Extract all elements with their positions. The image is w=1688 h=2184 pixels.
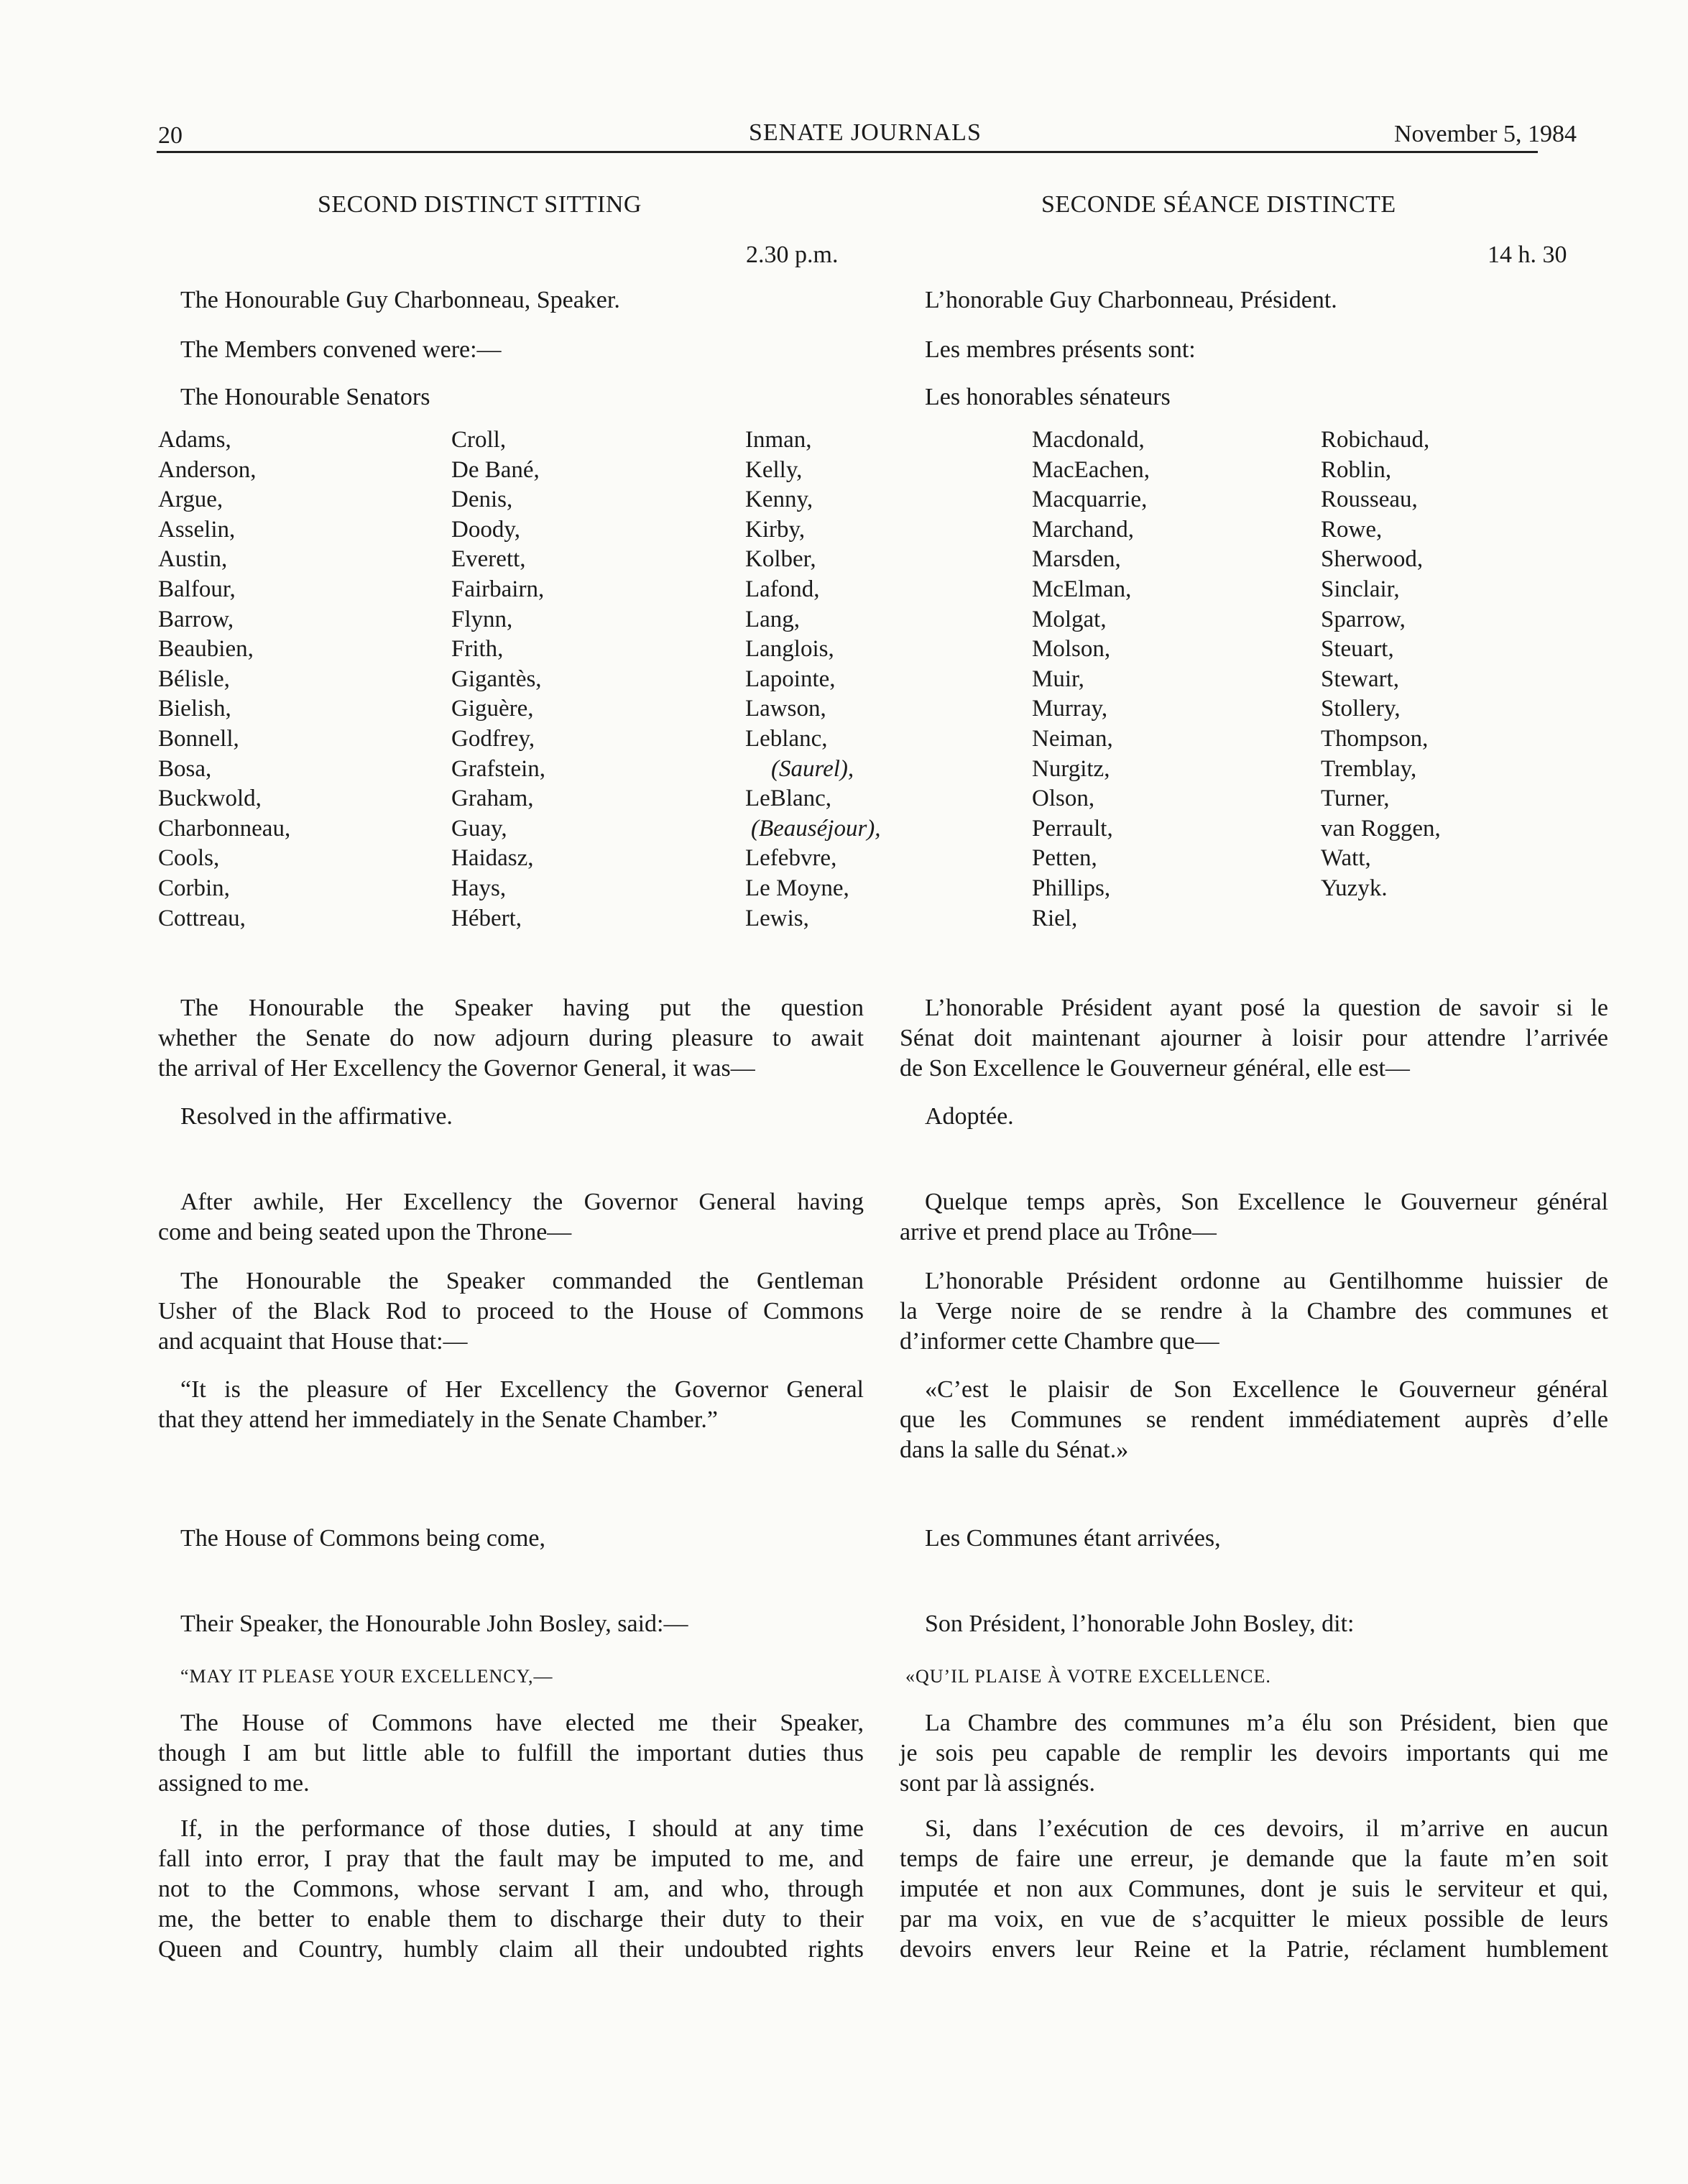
senator-name: Macquarrie,	[1032, 487, 1148, 513]
senator-name: De Bané,	[451, 456, 540, 483]
senator-name: Gigantès,	[451, 665, 542, 692]
en-governor-arrives-paragraph: After awhile, Her Excellency the Governor General having come and being seated upon the Throne—	[158, 1189, 864, 1245]
en-duties-paragraph: If, in the performance of those duties, I should at any time fall into error, I pray that the fault may be imputed to me, and not to the Commons, whose servant I am, and who, through me, the better to enable them to discharge their duty to their Queen and Country, humbly claim all their undoubted rights	[158, 1815, 864, 1963]
en-adjourn-question-paragraph: The Honourable the Speaker having put the question whether the Senate do now adjourn during pleasure to await the arrival of Her Excellency the Governor General, it was—	[158, 995, 864, 1082]
fr-governor-arrives-paragraph: Quelque temps après, Son Excellence le Gouverneur général arrive et prend place au Trône—	[900, 1189, 1608, 1245]
senator-list-column-2	[451, 425, 545, 934]
senator-name: Muir,	[1032, 665, 1084, 692]
senator-name: Lafond,	[745, 576, 820, 602]
senator-name: Thompson,	[1321, 725, 1429, 752]
fr-duties-paragraph: Si, dans l’exécution de ces devoirs, il m’arrive en aucun temps de faire une erreur, je demande que la faute m’en soit imputée et non aux Communes, dont je suis le serviteur et qui, par ma voix, en vue de s’acquitter le mieux possible de leurs devoirs envers leur Reine et la Patrie, réclament humblement	[900, 1815, 1608, 1963]
senator-name: Langlois,	[745, 636, 834, 663]
senator-riding: (Saurel),	[771, 755, 854, 782]
senator-name: Graham,	[451, 785, 534, 812]
en-sitting-time: 2.30 p.m.	[746, 241, 839, 268]
senator-name: Roblin,	[1321, 456, 1392, 483]
senator-name: Bielish,	[158, 696, 231, 722]
senator-name: Olson,	[1032, 785, 1095, 812]
fr-sitting-time: 14 h. 30	[1488, 241, 1567, 268]
senator-name: Denis,	[451, 487, 513, 513]
senator-name: Inman,	[745, 427, 812, 453]
senator-name: Everett,	[451, 546, 526, 573]
senator-name: Grafstein,	[451, 755, 546, 782]
senator-name: Lefebvre,	[745, 845, 837, 872]
senator-name: LeBlanc,	[745, 785, 832, 812]
senator-name: Argue,	[158, 487, 223, 513]
fr-adopted-line: Adoptée.	[925, 1103, 1014, 1130]
senator-name: Watt,	[1321, 845, 1371, 872]
senator-list-column-3	[745, 425, 881, 934]
fr-commons-arrived-line: Les Communes étant arrivées,	[925, 1525, 1221, 1552]
en-pleasure-message-paragraph: “It is the pleasure of Her Excellency the Governor General that they attend her immediately in the Senate Chamber.”	[158, 1376, 864, 1433]
senator-name: Frith,	[451, 636, 504, 663]
senator-riding: (Beauséjour),	[751, 815, 881, 842]
senator-name: Corbin,	[158, 875, 230, 901]
fr-speaker-line: L’honorable Guy Charbonneau, Président.	[925, 287, 1337, 313]
fr-members-line: Les membres présents sont:	[925, 336, 1196, 363]
senator-name: Molgat,	[1032, 606, 1107, 632]
en-members-line: The Members convened were:—	[180, 336, 502, 363]
senator-name: Lang,	[745, 606, 801, 632]
en-black-rod-paragraph: The Honourable the Speaker commanded the Gentleman Usher of the Black Rod to proceed to the House of Commons and acquaint that House that:—	[158, 1268, 864, 1355]
senator-name: Yuzyk.	[1321, 875, 1388, 901]
senator-name: Godfrey,	[451, 725, 535, 752]
senator-name: Doody,	[451, 516, 520, 543]
senator-name: Stewart,	[1321, 665, 1400, 692]
senator-name: Sherwood,	[1321, 546, 1424, 573]
senator-name: Fairbairn,	[451, 576, 545, 602]
senator-name: Molson,	[1032, 636, 1111, 663]
senator-name: Petten,	[1032, 845, 1097, 872]
senator-name: Lawson,	[745, 696, 826, 722]
senator-name: Marchand,	[1032, 516, 1135, 543]
senator-name: Kolber,	[745, 546, 816, 573]
senator-name: Le Moyne,	[745, 875, 849, 901]
en-commons-arrived-line: The House of Commons being come,	[180, 1525, 546, 1552]
senator-name: Bosa,	[158, 755, 212, 782]
senator-name: Stollery,	[1321, 696, 1401, 722]
senator-name: Murray,	[1032, 696, 1108, 722]
en-salutation: “MAY IT PLEASE YOUR EXCELLENCY,—	[180, 1666, 553, 1687]
senator-name: Buckwold,	[158, 785, 262, 812]
fr-pleasure-message-paragraph: «C’est le plaisir de Son Excellence le Gouverneur général que les Communes se rendent immédiatement auprès d’elle dans la salle du Sénat.»	[900, 1376, 1608, 1463]
senator-name: Hays,	[451, 875, 507, 901]
senator-name: Croll,	[451, 427, 507, 453]
senator-name: Neiman,	[1032, 725, 1113, 752]
fr-speaker-said-line: Son Président, l’honorable John Bosley, dit:	[925, 1611, 1355, 1637]
senator-name: McElman,	[1032, 576, 1132, 602]
senator-name: Adams,	[158, 427, 231, 453]
senator-name: Giguère,	[451, 696, 534, 722]
senator-name: Bélisle,	[158, 665, 230, 692]
en-sitting-heading: SECOND DISTINCT SITTING	[318, 191, 642, 218]
senator-name: Marsden,	[1032, 546, 1121, 573]
fr-salutation: «QU’IL PLAISE À VOTRE EXCELLENCE.	[905, 1666, 1271, 1687]
senator-name: Lewis,	[745, 905, 809, 931]
senator-name: Kirby,	[745, 516, 806, 543]
senator-name: van Roggen,	[1321, 815, 1441, 842]
senator-list-column-1	[158, 425, 290, 934]
senator-name: Beaubien,	[158, 636, 254, 663]
senator-list-column-5	[1321, 425, 1441, 904]
senator-name: Tremblay,	[1321, 755, 1417, 782]
senator-name: Anderson,	[158, 456, 257, 483]
senator-name: Austin,	[158, 546, 228, 573]
senator-name: Riel,	[1032, 905, 1078, 931]
senator-name: MacEachen,	[1032, 456, 1150, 483]
senator-name: Flynn,	[451, 606, 513, 632]
senator-name: Bonnell,	[158, 725, 239, 752]
fr-black-rod-paragraph: L’honorable Président ordonne au Gentilhomme huissier de la Verge noire de se rendre à la Chambre des communes et d’informer cette Chambre que—	[900, 1268, 1608, 1355]
senator-list-column-4	[1032, 425, 1150, 934]
senator-name: Steuart,	[1321, 636, 1394, 663]
senator-name: Kenny,	[745, 487, 813, 513]
fr-senators-line: Les honorables sénateurs	[925, 384, 1171, 410]
senator-name: Rowe,	[1321, 516, 1383, 543]
running-title: SENATE JOURNALS	[749, 119, 982, 146]
en-speaker-line: The Honourable Guy Charbonneau, Speaker.	[180, 287, 620, 313]
senator-name: Robichaud,	[1321, 427, 1430, 453]
senator-name: Nurgitz,	[1032, 755, 1110, 782]
page-date: November 5, 1984	[1394, 121, 1577, 147]
en-resolved-line: Resolved in the affirmative.	[180, 1103, 453, 1130]
en-speaker-said-line: Their Speaker, the Honourable John Bosley, said:—	[180, 1611, 688, 1637]
senator-name: Lapointe,	[745, 665, 836, 692]
senator-name: Rousseau,	[1321, 487, 1418, 513]
en-elected-speaker-paragraph: The House of Commons have elected me their Speaker, though I am but little able to fulfill the important duties thus assigned to me.	[158, 1710, 864, 1797]
senator-name: Balfour,	[158, 576, 236, 602]
senator-name: Haidasz,	[451, 845, 534, 872]
fr-adjourn-question-paragraph: L’honorable Président ayant posé la question de savoir si le Sénat doit maintenant ajourner à loisir pour attendre l’arrivée de Son Excellence le Gouverneur général, elle est—	[900, 995, 1608, 1082]
senator-name: Macdonald,	[1032, 427, 1145, 453]
senator-name: Phillips,	[1032, 875, 1111, 901]
senator-name: Guay,	[451, 815, 507, 842]
senator-name: Sparrow,	[1321, 606, 1406, 632]
senator-name: Hébert,	[451, 905, 522, 931]
header-rule	[157, 151, 1538, 153]
senator-name: Asselin,	[158, 516, 236, 543]
senator-name: Cools,	[158, 845, 220, 872]
senator-name: Turner,	[1321, 785, 1390, 812]
en-senators-line: The Honourable Senators	[180, 384, 430, 410]
senator-name: Leblanc,	[745, 725, 828, 752]
senator-name: Barrow,	[158, 606, 234, 632]
page-number: 20	[158, 122, 183, 149]
fr-sitting-heading: SECONDE SÉANCE DISTINCTE	[1041, 191, 1396, 218]
senator-name: Sinclair,	[1321, 576, 1400, 602]
fr-elected-speaker-paragraph: La Chambre des communes m’a élu son Président, bien que je sois peu capable de remplir les devoirs importants qui me sont par là assignés.	[900, 1710, 1608, 1797]
senator-name: Charbonneau,	[158, 815, 291, 842]
senator-name: Perrault,	[1032, 815, 1113, 842]
senator-name: Cottreau,	[158, 905, 246, 931]
senator-name: Kelly,	[745, 456, 803, 483]
